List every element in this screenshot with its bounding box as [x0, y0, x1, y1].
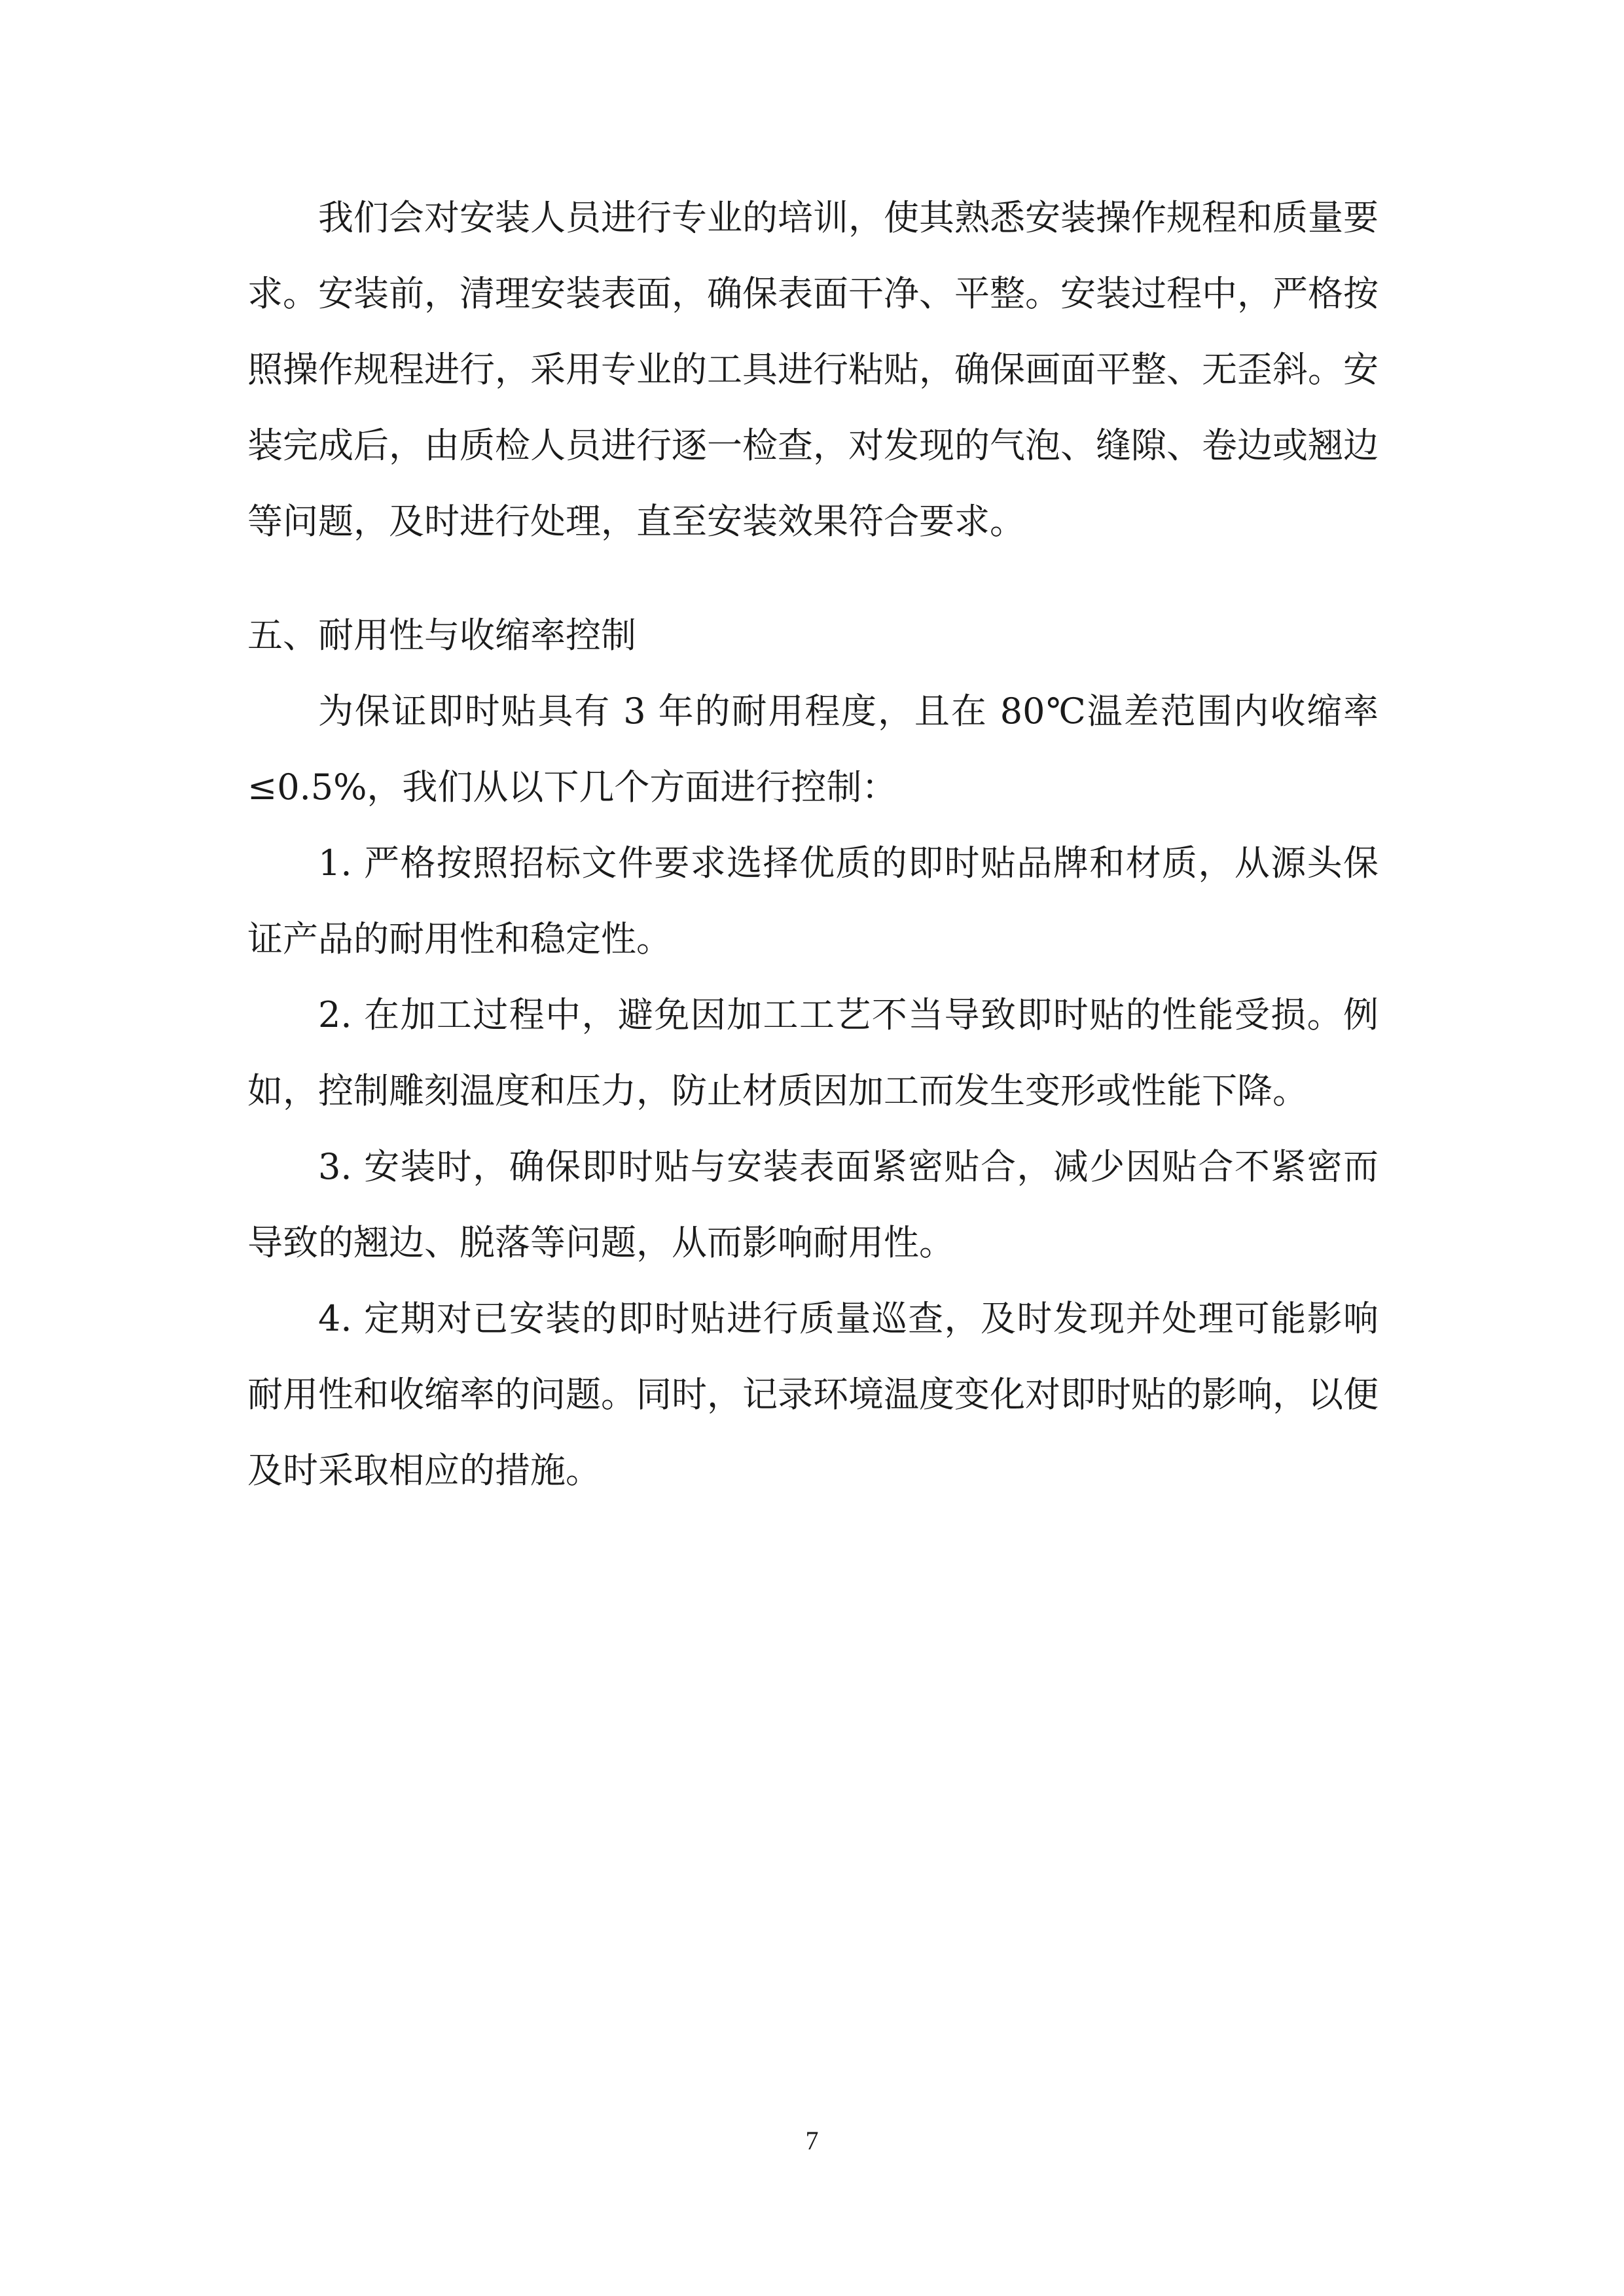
intro-paragraph: 我们会对安装人员进行专业的培训，使其熟悉安装操作规程和质量要求。安装前，清理安装表面，确保表面干净、平整。安装过程中，严格按照操作规程进行，采用专业的工具进行粘贴，确保画面平整、无歪斜。安装完成后，由质检人员进行逐一检查，对发现的气泡、缝隙、卷边或翘边等问题，及时进行处理，直至安装效果符合要求。: [247, 197, 1379, 542]
page-number: 7: [805, 2126, 819, 2155]
list-item: 1. 严格按照招标文件要求选择优质的即时贴品牌和材质，从源头保证产品的耐用性和稳定性。: [247, 842, 1379, 960]
document-body: [247, 180, 1379, 1509]
list-item: 2. 在加工过程中，避免因加工工艺不当导致即时贴的性能受损。例如，控制雕刻温度和压力，防止材质因加工而发生变形或性能下降。: [247, 994, 1379, 1111]
section-intro-paragraph: 为保证即时贴具有 3 年的耐用程度，且在 80℃温差范围内收缩率≤0.5%，我们从以下几个方面进行控制：: [247, 691, 1379, 808]
list-item: 4. 定期对已安装的即时贴进行质量巡查，及时发现并处理可能影响耐用性和收缩率的问题。同时，记录环境温度变化对即时贴的影响，以便及时采取相应的措施。: [247, 1298, 1379, 1491]
list-item: 3. 安装时，确保即时贴与安装表面紧密贴合，减少因贴合不紧密而导致的翘边、脱落等问题，从而影响耐用性。: [247, 1146, 1379, 1263]
section-heading: 五、耐用性与收缩率控制: [247, 615, 636, 656]
